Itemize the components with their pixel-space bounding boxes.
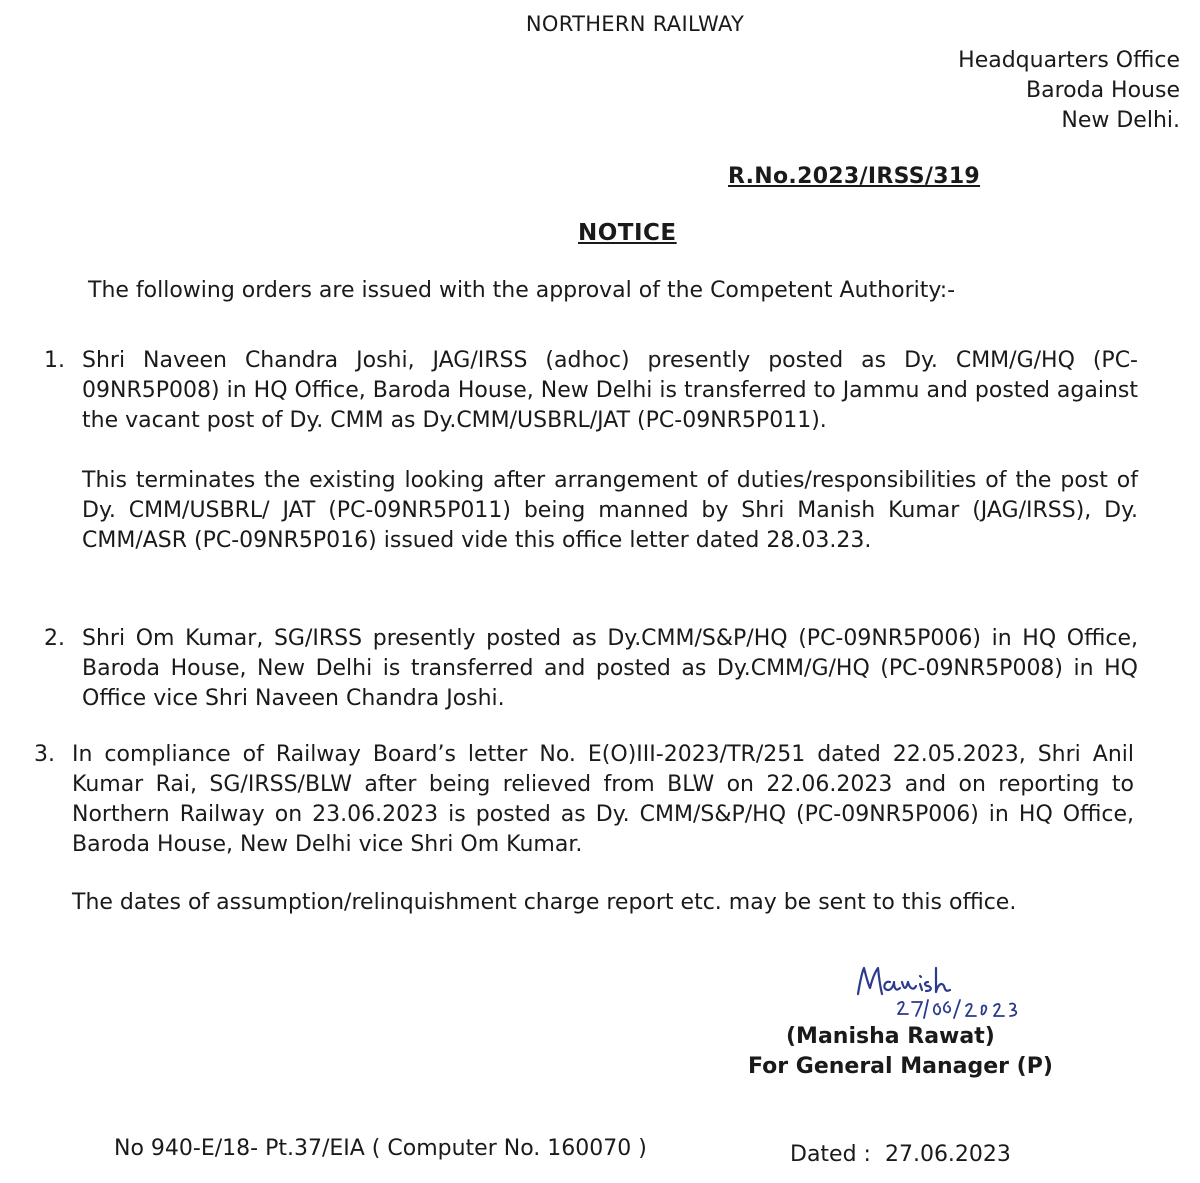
notice-intro: The following orders are issued with the approval of the Competent Authority:- (88, 278, 956, 303)
order-item-1-continuation (82, 466, 1138, 556)
office-address (958, 46, 1180, 136)
order-text: Shri Naveen Chandra Joshi, JAG/IRSS (adhoc) presently posted as Dy. CMM/G/HQ (PC-09NR5P008) in HQ Office, Baroda House, New Delhi is transferred to Jammu and posted against the vacant post of Dy. CMM as Dy.CMM/USBRL/JAT (PC-09NR5P011). (82, 348, 1138, 433)
order-number: 3. (34, 742, 55, 767)
signatory-name: (Manisha Rawat) (786, 1024, 995, 1049)
signatory-designation: For General Manager (P) (748, 1054, 1053, 1079)
closing-instruction: The dates of assumption/relinquishment charge report etc. may be sent to this office. (72, 890, 1017, 915)
notice-title: NOTICE (578, 220, 677, 246)
order-item-3 (34, 740, 1134, 860)
order-number: 1. (44, 348, 65, 373)
order-item-2 (44, 624, 1138, 714)
dated-label: Dated : (790, 1142, 871, 1167)
letter-number: No 940-E/18- Pt.37/EIA ( Computer No. 160070 ) (114, 1136, 647, 1161)
order-number: 2. (44, 626, 65, 651)
order-text: This terminates the existing looking after arrangement of duties/responsibilities of the post of Dy. CMM/USBRL/ JAT (PC-09NR5P011) being manned by Shri Manish Kumar (JAG/IRSS), Dy. CMM/ASR (PC-09NR5P016) issued vide this office letter dated 28.03.23. (82, 468, 1138, 553)
office-address-line: New Delhi. (1061, 108, 1180, 133)
order-item-1 (44, 346, 1138, 436)
office-address-line: Headquarters Office (958, 48, 1180, 73)
issue-date (790, 1142, 1011, 1167)
order-text: In compliance of Railway Board’s letter No. E(O)III-2023/TR/251 dated 22.05.2023, Shri Anil Kumar Rai, SG/IRSS/BLW after being relieved from BLW on 22.06.2023 and on reporting to Northern Railway on 23.06.2023 is posted as Dy. CMM/S&P/HQ (PC-09NR5P006) in HQ Office, Baroda House, New Delhi vice Shri Om Kumar. (72, 742, 1134, 857)
office-address-line: Baroda House (1026, 78, 1180, 103)
reference-number: R.No.2023/IRSS/319 (728, 164, 981, 189)
dated-value: 27.06.2023 (884, 1142, 1011, 1167)
order-text: Shri Om Kumar, SG/IRSS presently posted as Dy.CMM/S&P/HQ (PC-09NR5P006) in HQ Office, Baroda House, New Delhi is transferred and posted as Dy.CMM/G/HQ (PC-09NR5P008) in HQ Office vice Shri Naveen Chandra Joshi. (82, 626, 1138, 711)
organization-name: NORTHERN RAILWAY (525, 12, 745, 36)
handwritten-signature (850, 960, 1050, 1022)
